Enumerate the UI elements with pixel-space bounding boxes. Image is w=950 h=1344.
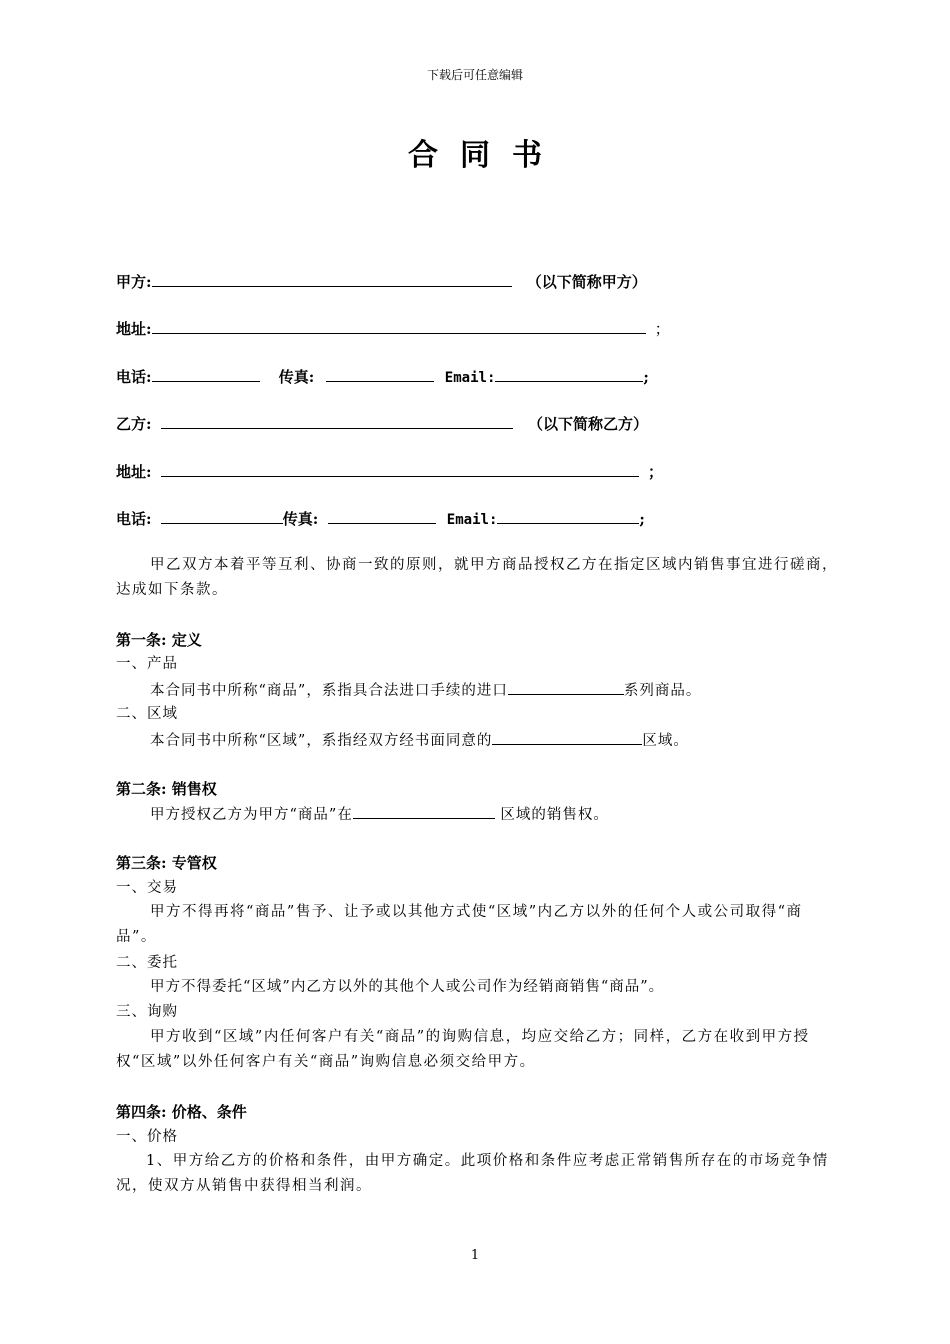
article-2-title: 第二条: 销售权	[116, 780, 217, 798]
address-b-suffix: ；	[648, 463, 664, 481]
article-2-pre: 甲方授权乙方为甲方“商品”在	[150, 807, 353, 823]
party-a-label: 甲方:	[116, 273, 152, 291]
product-series-blank[interactable]	[508, 678, 624, 695]
address-a-label: 地址:	[116, 320, 152, 338]
contact-b-end: ;	[639, 510, 645, 528]
article-3-item-2-text: 甲方不得委托“区域”内乙方以外的其他个人或公司作为经销商销售“商品”。	[150, 979, 665, 995]
article-4-item-1-text: 1、甲方给乙方的价格和条件，由甲方确定。此项价格和条件应考虑正常销售所存在的市场竞争情况，使双方从销售中获得相当利润。	[116, 1153, 829, 1194]
header-note: 下载后可任意编辑	[426, 68, 523, 82]
article-1-item-2-text	[150, 728, 689, 752]
party-b-row	[116, 412, 648, 434]
article-3-item-1: 一、交易	[116, 880, 178, 896]
address-a-row	[116, 317, 670, 339]
article-3-item-3: 三、询购	[116, 1004, 178, 1020]
party-a-row	[116, 270, 647, 292]
party-a-blank[interactable]	[152, 270, 512, 287]
party-b-suffix: （以下简称乙方）	[528, 415, 649, 433]
fax-a-blank[interactable]	[326, 365, 434, 382]
fax-b-blank[interactable]	[328, 507, 436, 524]
phone-a-label: 电话:	[116, 368, 152, 386]
phone-b-blank[interactable]	[161, 507, 283, 524]
sales-region-blank[interactable]	[353, 802, 495, 819]
article-3-item-3-text: 甲方收到“区域”内任何客户有关“商品”的询购信息，均应交给乙方；同样，乙方在收到甲方授权“区域”以外任何客户有关“商品”询购信息必须交给甲方。	[116, 1029, 810, 1070]
article-4-title: 第四条: 价格、条件	[116, 1103, 247, 1121]
intro-paragraph: 甲乙双方本着平等互利、协商一致的原则，就甲方商品授权乙方在指定区域内销售事宜进行磋商，达成如下条款。	[116, 557, 838, 598]
article-4-item-1: 一、价格	[116, 1129, 178, 1145]
address-b-blank[interactable]	[161, 460, 639, 477]
party-b-blank[interactable]	[161, 412, 513, 429]
article-1-item-1-post: 系列商品。	[623, 683, 702, 699]
phone-a-blank[interactable]	[152, 365, 260, 382]
fax-b-label: 传真:	[282, 510, 319, 528]
address-b-row	[116, 460, 663, 482]
region-blank[interactable]	[492, 728, 642, 745]
page-number: 1	[470, 1248, 480, 1263]
article-1-item-1: 一、产品	[116, 656, 178, 672]
article-2-post: 区域的销售权。	[494, 807, 609, 823]
email-b-blank[interactable]	[497, 507, 639, 524]
contact-a-end: ;	[643, 368, 649, 386]
email-a-label: Email:	[444, 370, 496, 386]
article-1-item-2: 二、区域	[116, 706, 178, 722]
address-b-label: 地址:	[116, 463, 152, 481]
article-1-title: 第一条: 定义	[116, 631, 202, 649]
email-b-label: Email:	[446, 512, 498, 528]
contact-a-row	[116, 365, 649, 387]
article-1-item-2-post: 区域。	[642, 733, 689, 749]
article-1-item-1-text	[150, 678, 701, 702]
article-2-text	[150, 802, 609, 826]
article-3-item-2: 二、委托	[116, 955, 178, 971]
address-a-suffix: ；	[654, 320, 670, 338]
email-a-blank[interactable]	[495, 365, 643, 382]
article-1-item-1-pre: 本合同书中所称“商品”，系指具合法进口手续的进口	[150, 683, 508, 699]
address-a-blank[interactable]	[152, 317, 646, 334]
document-title: 合同书	[408, 138, 564, 173]
article-1-item-2-pre: 本合同书中所称“区域”，系指经双方经书面同意的	[150, 733, 493, 749]
article-3-title: 第三条: 专管权	[116, 854, 217, 872]
party-a-suffix: （以下简称甲方）	[526, 273, 647, 291]
fax-a-label: 传真:	[278, 368, 315, 386]
article-3-item-1-text: 甲方不得再将“商品”售予、让予或以其他方式使“区域”内乙方以外的任何个人或公司取得“商品”。	[116, 904, 803, 945]
phone-b-label: 电话:	[116, 510, 152, 528]
contact-b-row	[116, 507, 645, 529]
party-b-label: 乙方:	[116, 415, 152, 433]
